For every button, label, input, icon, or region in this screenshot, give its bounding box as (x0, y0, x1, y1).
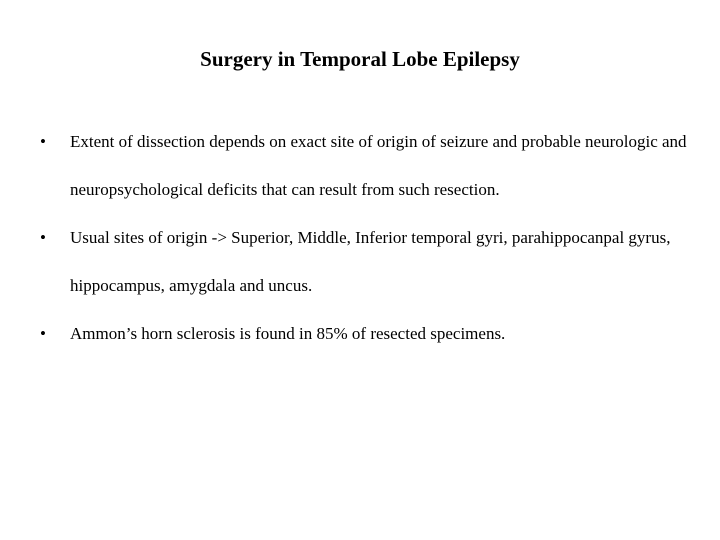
bullet-dot-icon: • (40, 228, 46, 247)
bullet-text: Usual sites of origin -> Superior, Middle, Inferior temporal gyri, parahippocanpal gyrus, hippocampus, amygdala and uncus. (70, 228, 671, 295)
bullet-item (40, 310, 690, 358)
bullet-dot-icon: • (40, 132, 46, 151)
bullet-item (40, 118, 690, 214)
bullet-item (40, 214, 690, 310)
bullet-text: Extent of dissection depends on exact site of origin of seizure and probable neurologic and neuropsychological deficits that can result from such resection. (70, 132, 687, 199)
slide-title: Surgery in Temporal Lobe Epilepsy (200, 47, 520, 71)
bullet-list (40, 118, 690, 358)
bullet-text: Ammon’s horn sclerosis is found in 85% of resected specimens. (70, 324, 506, 343)
bullet-dot-icon: • (40, 324, 46, 343)
